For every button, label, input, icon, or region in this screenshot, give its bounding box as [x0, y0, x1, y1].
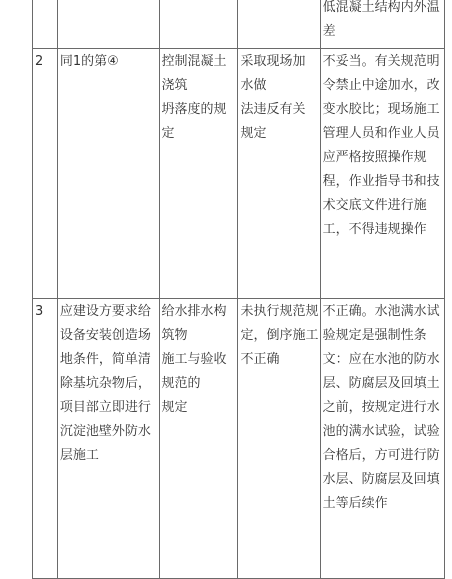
object-cell — [159, 0, 238, 49]
analysis-text: 不妥当。有关规范明令禁止中途加水，改变水胶比；现场施工管理人员和作业人员应严格按照操作规程，作业指导书和技术交底文件进行施工，不得违规操作 — [322, 54, 440, 237]
analysis-cell — [320, 0, 444, 49]
object-line: 规定 — [161, 400, 188, 415]
comparison-table — [32, 0, 445, 579]
row-number-cell: 3 — [33, 299, 58, 579]
action-line: 水做 — [240, 78, 267, 93]
object-line: 浇筑 — [161, 78, 188, 93]
table-row — [33, 0, 445, 49]
content-cell — [57, 299, 159, 579]
table-row — [33, 299, 445, 579]
action-text: 未执行规范规定，倒序施工不正确 — [240, 304, 319, 367]
content-cell — [57, 0, 159, 49]
analysis-text: 低混凝土结构内外温差 — [322, 0, 440, 39]
row-number-cell — [33, 0, 58, 49]
action-cell — [238, 0, 320, 49]
table-row — [33, 49, 445, 299]
row-number-cell: 2 — [33, 49, 58, 299]
action-line: 采取现场加 — [240, 54, 306, 69]
object-line: 规范的 — [161, 376, 201, 391]
content-text: 应建设方要求给设备安装创造场地条件，简单清除基坑杂物后，项目部立即进行沉淀池壁外防水层施工 — [59, 304, 151, 463]
action-cell — [238, 49, 320, 299]
action-line: 法违反有关 — [240, 102, 306, 117]
analysis-cell — [320, 299, 444, 579]
analysis-text: 不正确。水池满水试验规定是强制性条文：应在水池的防水层、防腐层及回填土之前，按规定进行水池的满水试验，试验合格后，方可进行防水层、防腐层及回填土等后续作 — [322, 304, 440, 511]
object-line: 筑物 — [161, 328, 188, 343]
object-line: 施工与验收 — [161, 352, 227, 367]
action-cell — [238, 299, 320, 579]
object-line: 给水排水构 — [161, 304, 227, 319]
object-line: 定 — [161, 126, 175, 141]
object-cell — [159, 49, 238, 299]
object-line: 坍落度的规 — [161, 102, 227, 117]
object-line: 控制混凝土 — [161, 54, 227, 69]
analysis-cell — [320, 49, 444, 299]
action-line: 规定 — [240, 126, 267, 141]
content-cell: 同1的第④ — [57, 49, 159, 299]
object-cell — [159, 299, 238, 579]
